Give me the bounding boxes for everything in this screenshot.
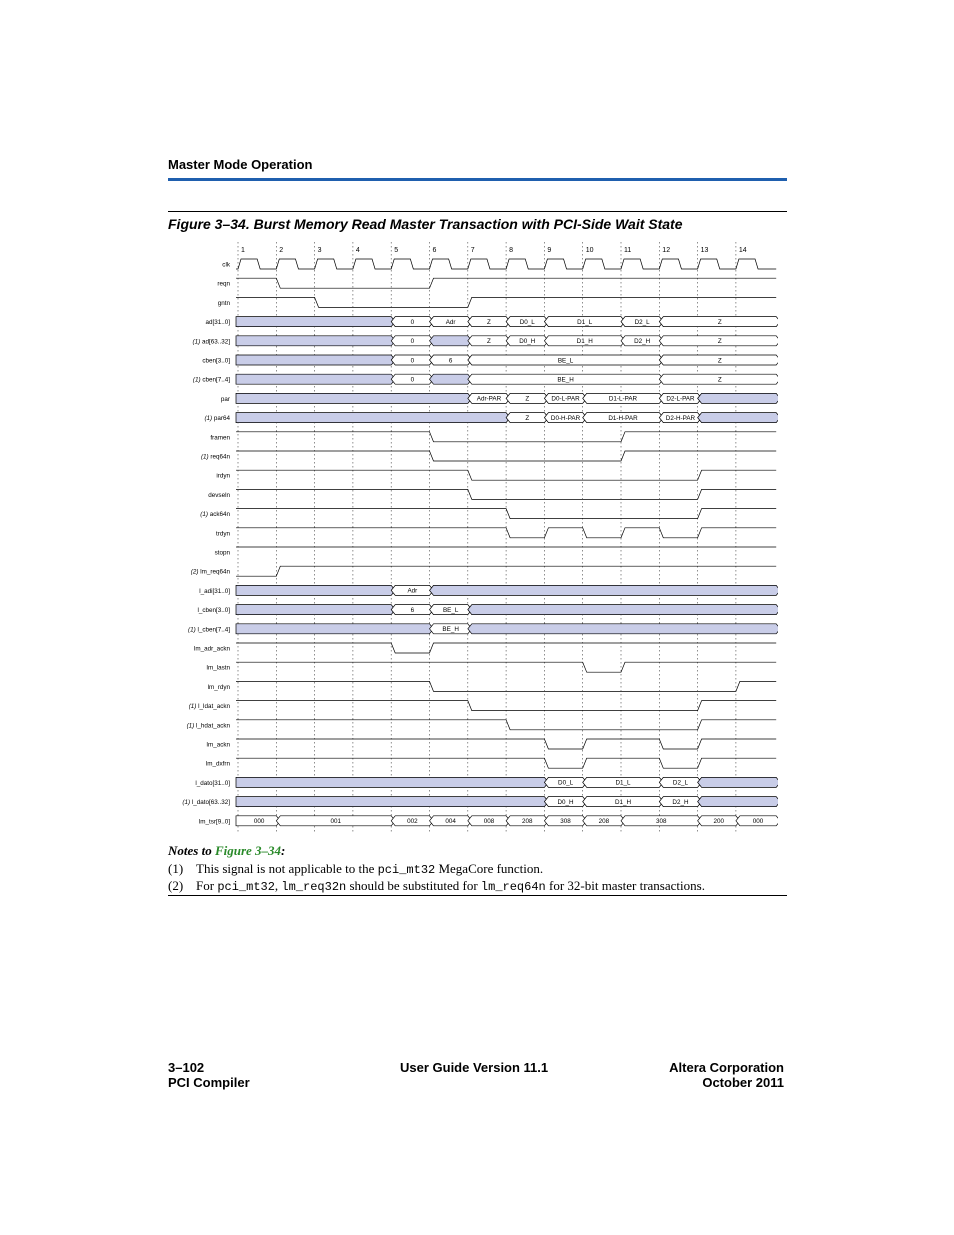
bus-value: D0-H-PAR [550, 414, 581, 422]
signal-label: (1) req64n [200, 453, 230, 461]
signal-waveform [236, 432, 776, 442]
bus-value: D1_H [614, 798, 632, 806]
bus-value: 000 [752, 818, 764, 826]
bus-value: Z [525, 395, 530, 403]
bus-value: 008 [483, 818, 495, 826]
clock-number: 14 [738, 247, 747, 254]
signal-label: framen [210, 434, 230, 442]
bus-value: Z [525, 414, 530, 422]
bus-value: 004 [445, 818, 456, 826]
signal-label: (1) l_hdat_ackn [186, 722, 230, 730]
bus-value: D1_H [576, 338, 593, 346]
bus-segment [236, 336, 395, 346]
bus-value: D0_H [519, 338, 536, 346]
clock-number: 11 [624, 247, 632, 254]
signal-label: clk [222, 261, 230, 269]
note-item: (1) This signal is not applicable to the pci_mt32 MegaCore function. [168, 861, 544, 877]
notes-bottom-rule [168, 895, 787, 896]
bus-segment [698, 797, 778, 807]
signal-label: lm_rdyn [207, 683, 230, 691]
bus-value: D1_L [577, 318, 593, 326]
bus-value: D0_L [519, 318, 535, 326]
bus-value: D0_L [558, 779, 574, 787]
bus-segment [236, 777, 548, 787]
clock-number: 9 [547, 247, 552, 254]
bus-segment [236, 374, 395, 384]
signal-label: trdyn [216, 530, 230, 538]
bus-segment [698, 777, 778, 787]
clock-number: 6 [432, 247, 437, 254]
signal-label: ad[31..0] [205, 319, 230, 327]
bus-value: 0 [410, 357, 415, 365]
bus-segment [236, 605, 395, 615]
signal-label: l_adi[31..0] [199, 587, 230, 595]
signal-label: reqn [217, 280, 230, 288]
bus-segment [698, 393, 778, 403]
bus-value: 0 [410, 318, 415, 326]
bus-value: BE_H [557, 376, 574, 384]
signal-label: lm_dxfrn [205, 760, 230, 768]
bus-segment [698, 413, 778, 423]
timing-diagram [168, 240, 778, 832]
signal-waveform [236, 528, 776, 538]
signal-label: stopn [214, 549, 230, 557]
bus-value: 208 [598, 818, 610, 826]
signal-label: (1) l_ldat_ackn [188, 703, 230, 711]
bus-value: Z [717, 318, 722, 326]
signal-label: (1) par64 [204, 415, 230, 423]
signal-label: lm_tsr[9..0] [198, 818, 230, 826]
signal-label: (1) ack64n [200, 511, 230, 519]
signal-waveform [236, 720, 776, 730]
bus-value: Z [717, 338, 722, 346]
signal-label: lm_lastn [206, 664, 230, 672]
signal-label: (2) lm_req64n [190, 568, 230, 576]
footer-version: User Guide Version 11.1 [400, 1060, 549, 1075]
bus-value: Z [487, 318, 491, 326]
clock-number: 2 [279, 247, 284, 254]
bus-value: 0 [410, 338, 415, 346]
bus-value: Z [717, 376, 722, 384]
clock-number: 8 [509, 247, 514, 254]
header-rule [168, 178, 787, 181]
clock-number: 13 [700, 247, 709, 254]
note-item: (2) For pci_mt32, lm_req32n should be substituted for lm_req64n for 32-bit master transactions. [168, 878, 705, 894]
bus-value: D2-L-PAR [666, 395, 695, 403]
clock-number: 12 [662, 247, 671, 254]
bus-value: 308 [560, 818, 571, 826]
figure-top-rule [168, 211, 787, 212]
bus-value: 0 [410, 376, 415, 384]
signal-label: (1) l_dato[63..32] [182, 799, 230, 807]
bus-value: Adr-PAR [476, 395, 502, 403]
bus-value: D2_H [634, 338, 651, 346]
bus-value: BE_H [442, 626, 459, 634]
clock-number: 5 [394, 247, 399, 254]
bus-segment [468, 605, 778, 615]
bus-value: 6 [410, 606, 415, 614]
signal-label: lm_adr_ackn [193, 645, 230, 653]
bus-value: D2_H [672, 798, 689, 806]
bus-segment [430, 585, 779, 595]
bus-value: D2-H-PAR [665, 414, 696, 422]
signal-label: gntn [217, 299, 230, 307]
bus-value: D0_H [557, 798, 574, 806]
bus-value: BE_L [442, 606, 459, 614]
figure-link[interactable]: Figure 3–34 [214, 843, 282, 858]
figure-notes [168, 843, 788, 894]
bus-value: 000 [253, 818, 265, 826]
bus-value: D1_L [615, 779, 631, 787]
bus-value: 208 [521, 818, 533, 826]
bus-value: Z [487, 338, 491, 346]
bus-segment [468, 624, 778, 634]
bus-value: 002 [407, 818, 418, 826]
figure-title: Figure 3–34. Burst Memory Read Master Transaction with PCI-Side Wait State [168, 216, 683, 232]
signal-label: (1) cben[7..4] [192, 376, 230, 384]
clock-number: 3 [317, 247, 322, 254]
notes-title: Notes to Figure 3–34: [168, 843, 286, 858]
bus-segment [430, 374, 472, 384]
section-title: Master Mode Operation [168, 157, 313, 172]
signal-label: cben[3..0] [202, 357, 230, 365]
bus-segment [236, 624, 434, 634]
signal-label: par [220, 395, 230, 403]
bus-value: D0-L-PAR [551, 395, 580, 403]
footer-left [168, 1060, 250, 1090]
bus-value: D2_L [634, 318, 650, 326]
signal-label: (1) l_cben[7..4] [187, 626, 230, 634]
bus-value: Adr [445, 318, 456, 326]
signal-label: (1) ad[63..32] [192, 338, 230, 346]
bus-segment [236, 355, 395, 365]
clock-number: 1 [241, 247, 245, 254]
bus-value: 001 [330, 818, 342, 826]
bus-segment [236, 413, 510, 423]
bus-segment [236, 797, 548, 807]
signal-label: devseln [208, 491, 230, 499]
bus-segment [236, 585, 395, 595]
signal-label: l_cben[3..0] [197, 607, 230, 615]
bus-segment [236, 393, 472, 403]
clock-number: 7 [470, 247, 475, 254]
bus-value: D1-H-PAR [608, 414, 638, 422]
signal-label: lm_ackn [206, 741, 230, 749]
bus-value: 6 [448, 357, 453, 365]
signal-label: irdyn [216, 472, 230, 480]
bus-segment [236, 317, 395, 327]
footer-right [669, 1060, 784, 1090]
bus-value: Adr [407, 587, 418, 595]
bus-value: 200 [713, 818, 725, 826]
bus-value: BE_L [557, 357, 574, 365]
clock-number: 10 [585, 247, 594, 254]
clock-number: 4 [355, 247, 360, 254]
signal-label: l_dato[31..0] [195, 779, 230, 787]
publish-date: October 2011 [702, 1075, 784, 1090]
bus-value: D2_L [672, 779, 688, 787]
page-number: 3–102 [168, 1060, 205, 1075]
bus-value: D1-L-PAR [608, 395, 638, 403]
bus-value: Z [717, 357, 722, 365]
bus-value: 308 [656, 818, 667, 826]
product-name: PCI Compiler [168, 1075, 250, 1090]
company-name: Altera Corporation [669, 1060, 784, 1075]
bus-segment [430, 336, 472, 346]
